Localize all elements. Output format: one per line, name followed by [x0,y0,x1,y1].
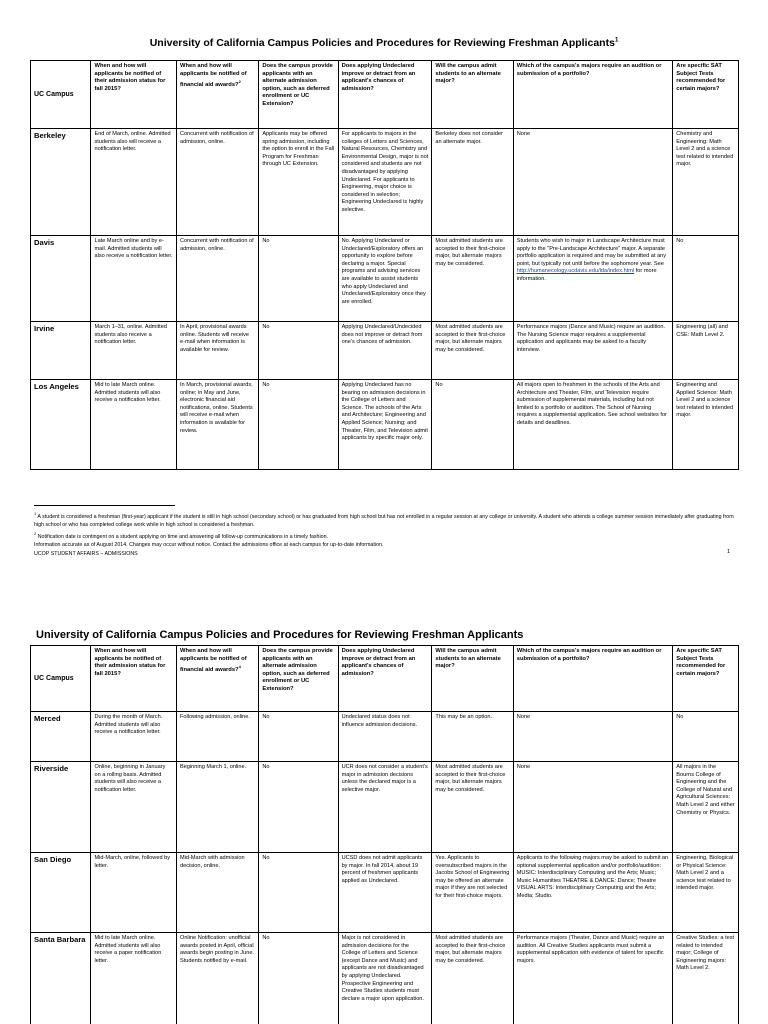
table-cell: Berkeley does not consider an alternate major. [432,129,513,236]
table-row [31,129,739,236]
department-name: UCOP STUDENT AFFAIRS – ADMISSIONS [34,550,138,557]
table-cell: Most admitted students are accepted to their first-choice major, but alternate majors may be considered. [432,762,513,853]
table-row [31,762,739,853]
table-cell: Applying Undeclared/Undecided does not improve or detract from one's chances of admission. [338,322,432,380]
table-cell: Chemistry and Engineering: Math Level 2 and a science test related to intended major. [673,129,739,236]
landscape-architecture-link[interactable]: http://humanecology.ucdavis.edu/lda/index.html [516,268,635,275]
table-cell: No [673,236,739,322]
table-cell: None [513,129,673,236]
table-cell: Applicants may be offered spring admission, including the option to enroll in the Fall Program for Freshman through UC Extension. [259,129,338,236]
table-cell: Following admission, online. [176,712,258,762]
column-header: Are specific SAT Subject Tests recommended for certain majors? [673,646,739,712]
campus-policy-table [30,645,739,1024]
table-cell: During the month of March. Admitted students will also receive a notification letter. [91,712,177,762]
title-footnote-marker: 1 [614,37,619,44]
table-cell: Creative Studies: a test related to intended major; College of Engineering majors: Math Level 2. [673,933,739,1024]
table-cell: Engineering, Biological or Physical Science: Math Level 2 and a science test related to intended major. [673,853,739,933]
table-cell: For applicants to majors in the colleges of Letters and Sciences, Natural Resources, Chemistry and Environmental Design, major is not considered and students are not disadvantaged by applying Undeclared. For applicants to Engineering, major choice is considered in selection; Engineering Undeclared is highly selective. [338,129,432,236]
column-header: When and how will applicants be notified of their admission status for fall 2015? [91,646,177,712]
table-cell: Undeclared status does not influence admission decisions. [338,712,432,762]
column-header-text: When and how will applicants be notified of financial aid awards? [179,63,247,89]
accuracy-note: Information accurate as of August 2014. Changes may occur without notice. Contact the admissions office at each campus for up-to-date information. [34,542,384,549]
table-cell: Yes. Applicants to oversubscribed majors in the Jacobs School of Engineering may be offered an alternate major if they are not selected for their first-choice majors. [432,853,513,933]
table-cell: None [513,762,673,853]
column-header: When and how will applicants be notified of their admission status for fall 2015? [91,61,177,129]
table-cell: No [432,380,513,470]
campus-name: Irvine [31,322,91,380]
campus-name: Merced [31,712,91,762]
table-cell: Concurrent with notification of admission, online. [176,129,258,236]
campus-policy-table [30,60,739,470]
column-header-text: When and how will applicants be notified of financial aid awards? [179,648,247,674]
campus-name: Davis [31,236,91,322]
table-cell: None [513,712,673,762]
footnote-divider [34,505,175,506]
footnote-text: Notification date is contingent on a student applying on time and answering all follow-up communications in a timely fashion. [37,533,329,540]
footnote-marker: 1 [34,511,37,516]
table-cell: No [259,762,338,853]
column-header: Will the campus admit students to an alternate major? [432,646,513,712]
table-cell: No [259,853,338,933]
column-header: UC Campus [31,61,91,129]
table-cell: Most admitted students are accepted to their first-choice major, but alternate majors may be considered. [432,322,513,380]
table-row [31,853,739,933]
footnote-marker: 4 [238,664,241,670]
table-cell: Beginning March 1, online. [176,762,258,853]
campus-name: Los Angeles [31,380,91,470]
table-row [31,322,739,380]
table-row [31,236,739,322]
table-cell: No [673,712,739,762]
table-cell: All majors in the Bourns College of Engineering and the College of Natural and Agricultural Sciences: Math Level 2 and either Chemistry or Physics. [673,762,739,853]
table-cell: Engineering and Applied Science: Math Level 2 and a science test related to intended major. [673,380,739,470]
table-cell: End of March, online. Admitted students also will receive a notification letter. [91,129,177,236]
campus-name: Riverside [31,762,91,853]
table-cell: Mid-March, online, followed by letter. [91,853,177,933]
footnote-marker: 2 [34,530,37,536]
table-cell: In March, provisional awards, online; in May and June, electronic financial aid notifications, online. Students will receive e-mail when information is available for review. [176,380,258,470]
table-cell: Major is not considered in admission decisions for the College of Letters and Science (except Dance and Music) and applicants are not disadvantaged by applying Undeclared. Prospective Engineering and Creative Studies students must declare a major upon application. [338,933,432,1024]
table-cell: All majors open to freshmen in the schools of the Arts and Architecture and Theater, Film, and Television require submission of supplemental materials, including but not limited to a portfolio or audition. The School of Nursing requires a supplemental application. See school websites for details and deadlines. [513,380,673,470]
campus-name: Berkeley [31,129,91,236]
audition-text: Students who wish to major in Landscape Architecture must apply to the "Pre-Landscape Architecture" major. A separate portfolio application is required and may be submitted at any point, but typically not until before the sophomore year. See [516,238,666,267]
table-row [31,933,739,1024]
table-cell [513,236,673,322]
footnotes [34,510,734,559]
table-cell: Online Notification: unofficial awards posted in April, official awards begin posting in June. Students notified by e-mail. [176,933,258,1024]
table-cell: No. Applying Undeclared or Undeclared/Exploratory offers an opportunity to explore before declaring a major. Special programs and advising services are available to assist students who apply Undeclared and Undeclared/Exploratory once they are enrolled. [338,236,432,322]
column-header [176,61,258,129]
audition-text: for more information. [516,268,657,282]
table-row [31,712,739,762]
table-cell: In April, provisional awards online. Students will receive e-mail when information is available for review. [176,322,258,380]
table-cell: Mid-March with admission decision, online. [176,853,258,933]
footnote-text: A student is considered a freshman (first-year) applicant if the student is still in high school (secondary school) or has graduated from high school but has not enrolled in a regular session at any college or university. A student who attends a college summer session immediately after graduating from high school or who has completed college work while in high school is considered a freshman. [34,513,734,529]
footnote [34,510,734,530]
table-cell: Applicants to the following majors may be asked to submit an optional supplemental application and/or portfolio/audition: MUSIC: Interdisciplinary Computing and the Arts; Music; Music Humanities THEATRE & DANCE: Dance; Theatre VISUAL ARTS: Interdisciplinary Computing and the Arts; Media; Studio. [513,853,673,933]
table-cell: No [259,712,338,762]
page-title-text: University of California Campus Policies and Procedures for Reviewing Freshman Applicants [149,37,615,49]
footnote-marker: 2 [238,79,241,85]
table-cell: UCR does not consider a student's major in admission decisions unless the declared major is a selective major. [338,762,432,853]
column-header: Are specific SAT Subject Tests recommended for certain majors? [673,61,739,129]
column-header: Which of the campus's majors require an audition or submission of a portfolio? [513,61,673,129]
document-page-2 [0,600,768,1024]
table-header-row [31,646,739,712]
table-row [31,380,739,470]
column-header: Does the campus provide applicants with an alternate admission option, such as deferred enrollment or UC Extension? [259,646,338,712]
campus-name: Santa Barbara [31,933,91,1024]
table-cell: Mid to late March online. Admitted students will also receive a notification letter. [91,380,177,470]
table-cell: Most admitted students are accepted to their first-choice major, but alternate majors may be considered. [432,933,513,1024]
column-header: Does applying Undeclared improve or detract from an applicant's chances of admission? [338,646,432,712]
column-header: Does applying Undeclared improve or detract from an applicant's chances of admission? [338,61,432,129]
table-cell: No [259,380,338,470]
table-cell: Performance majors (Dance and Music) require an audition. The Nursing Science major requires a supplemental application and applicants may be asked to a faculty interview. [513,322,673,380]
table-cell: This may be an option. [432,712,513,762]
column-header: Will the campus admit students to an alternate major? [432,61,513,129]
table-cell: March 1–31, online. Admitted students also receive a notification letter. [91,322,177,380]
page-number: 1 [727,549,731,555]
page-title [0,37,768,49]
table-cell: No [259,322,338,380]
table-cell: Online, beginning in January on a rolling basis. Admitted students will also receive a notification letter. [91,762,177,853]
table-cell: Engineering (all) and CSE: Math Level 2. [673,322,739,380]
table-cell: No [259,933,338,1024]
page-title: University of California Campus Policies and Procedures for Reviewing Freshman Applicants [36,629,524,641]
table-cell: Most admitted students are accepted to their first-choice major, but alternate majors may be considered. [432,236,513,322]
column-header [176,646,258,712]
table-cell: Applying Undeclared has no bearing on admission decisions in the College of Letters and Science. The schools of the Arts and Architecture; Engineering and Applied Science; Nursing; and Theater, Film, and Television admit applicants by specific major only. [338,380,432,470]
table-cell: Mid to late March online. Admitted students will also receive a paper notification letter. [91,933,177,1024]
table-cell: Performance majors (Theater, Dance and Music) require an audition. All Creative Studies applicants must submit a supplemental application with evidence of talent for specific majors. [513,933,673,1024]
table-header-row [31,61,739,129]
table-cell: Concurrent with notification of admission, online. [176,236,258,322]
column-header: Which of the campus's majors require an audition or submission of a portfolio? [513,646,673,712]
table-cell: UCSD does not admit applicants by major. In fall 2014, about 19 percent of freshmen applicants applied as Undeclared. [338,853,432,933]
table-cell: No [259,236,338,322]
column-header: UC Campus [31,646,91,712]
column-header: Does the campus provide applicants with an alternate admission option, such as deferred enrollment or UC Extension? [259,61,338,129]
table-cell: Late March online and by e-mail. Admitted students will also receive a notification letter. [91,236,177,322]
footnote [34,530,734,541]
campus-name: San Diego [31,853,91,933]
